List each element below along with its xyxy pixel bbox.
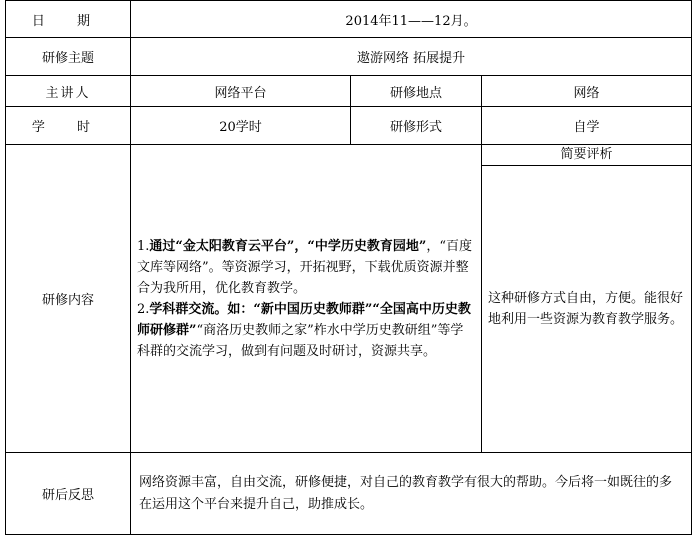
row-content (6, 145, 692, 453)
theme-label: 研修主题 (6, 38, 131, 76)
hours-label: 学 时 (6, 107, 131, 145)
hours-value: 20学时 (131, 107, 351, 145)
speaker-value: 网络平台 (131, 76, 351, 107)
speaker-label: 主讲人 (6, 76, 131, 107)
form-value: 自学 (482, 107, 692, 145)
place-label: 研修地点 (351, 76, 482, 107)
evaluation-text: 这种研修方式自由，方便。能很好地利用一些资源为教育教学服务。 (488, 291, 684, 327)
evaluation-cell (482, 145, 692, 453)
form-label: 研修形式 (351, 107, 482, 145)
row-date (6, 1, 692, 38)
row-theme (6, 38, 692, 76)
content-label: 研修内容 (6, 145, 131, 453)
row-hours (6, 107, 692, 145)
place-value: 网络 (482, 76, 692, 107)
content-item: 2.学科群交流。如：“新中国历史教师群”“全国高中历史教师研修群”“商洛历史教师之家”柞水中学历史教研组”等学科群的交流学习，做到有问题及时研讨，资源共享。 (137, 301, 471, 359)
date-value: 2014年11——12月。 (131, 1, 692, 38)
content-list (137, 236, 473, 362)
training-record-table (5, 0, 692, 535)
date-label: 日 期 (6, 1, 131, 38)
reflection-text: 网络资源丰富，自由交流，研修便捷，对自己的教育教学有很大的帮助。今后将一如既往的多在运用这个平台来提升自己，助推成长。 (131, 453, 692, 535)
evaluation-header: 简要评析 (482, 145, 691, 166)
theme-value: 遨游网络 拓展提升 (131, 38, 692, 76)
reflection-label: 研后反思 (6, 453, 131, 535)
content-item: 1.通过“金太阳教育云平台”，“中学历史教育园地”，“百度文库等网络”。等资源学习，开拓视野，下载优质资源并整合为我所用，优化教育教学。 (137, 238, 472, 296)
content-body (131, 145, 482, 453)
row-speaker (6, 76, 692, 107)
row-reflection (6, 453, 692, 535)
